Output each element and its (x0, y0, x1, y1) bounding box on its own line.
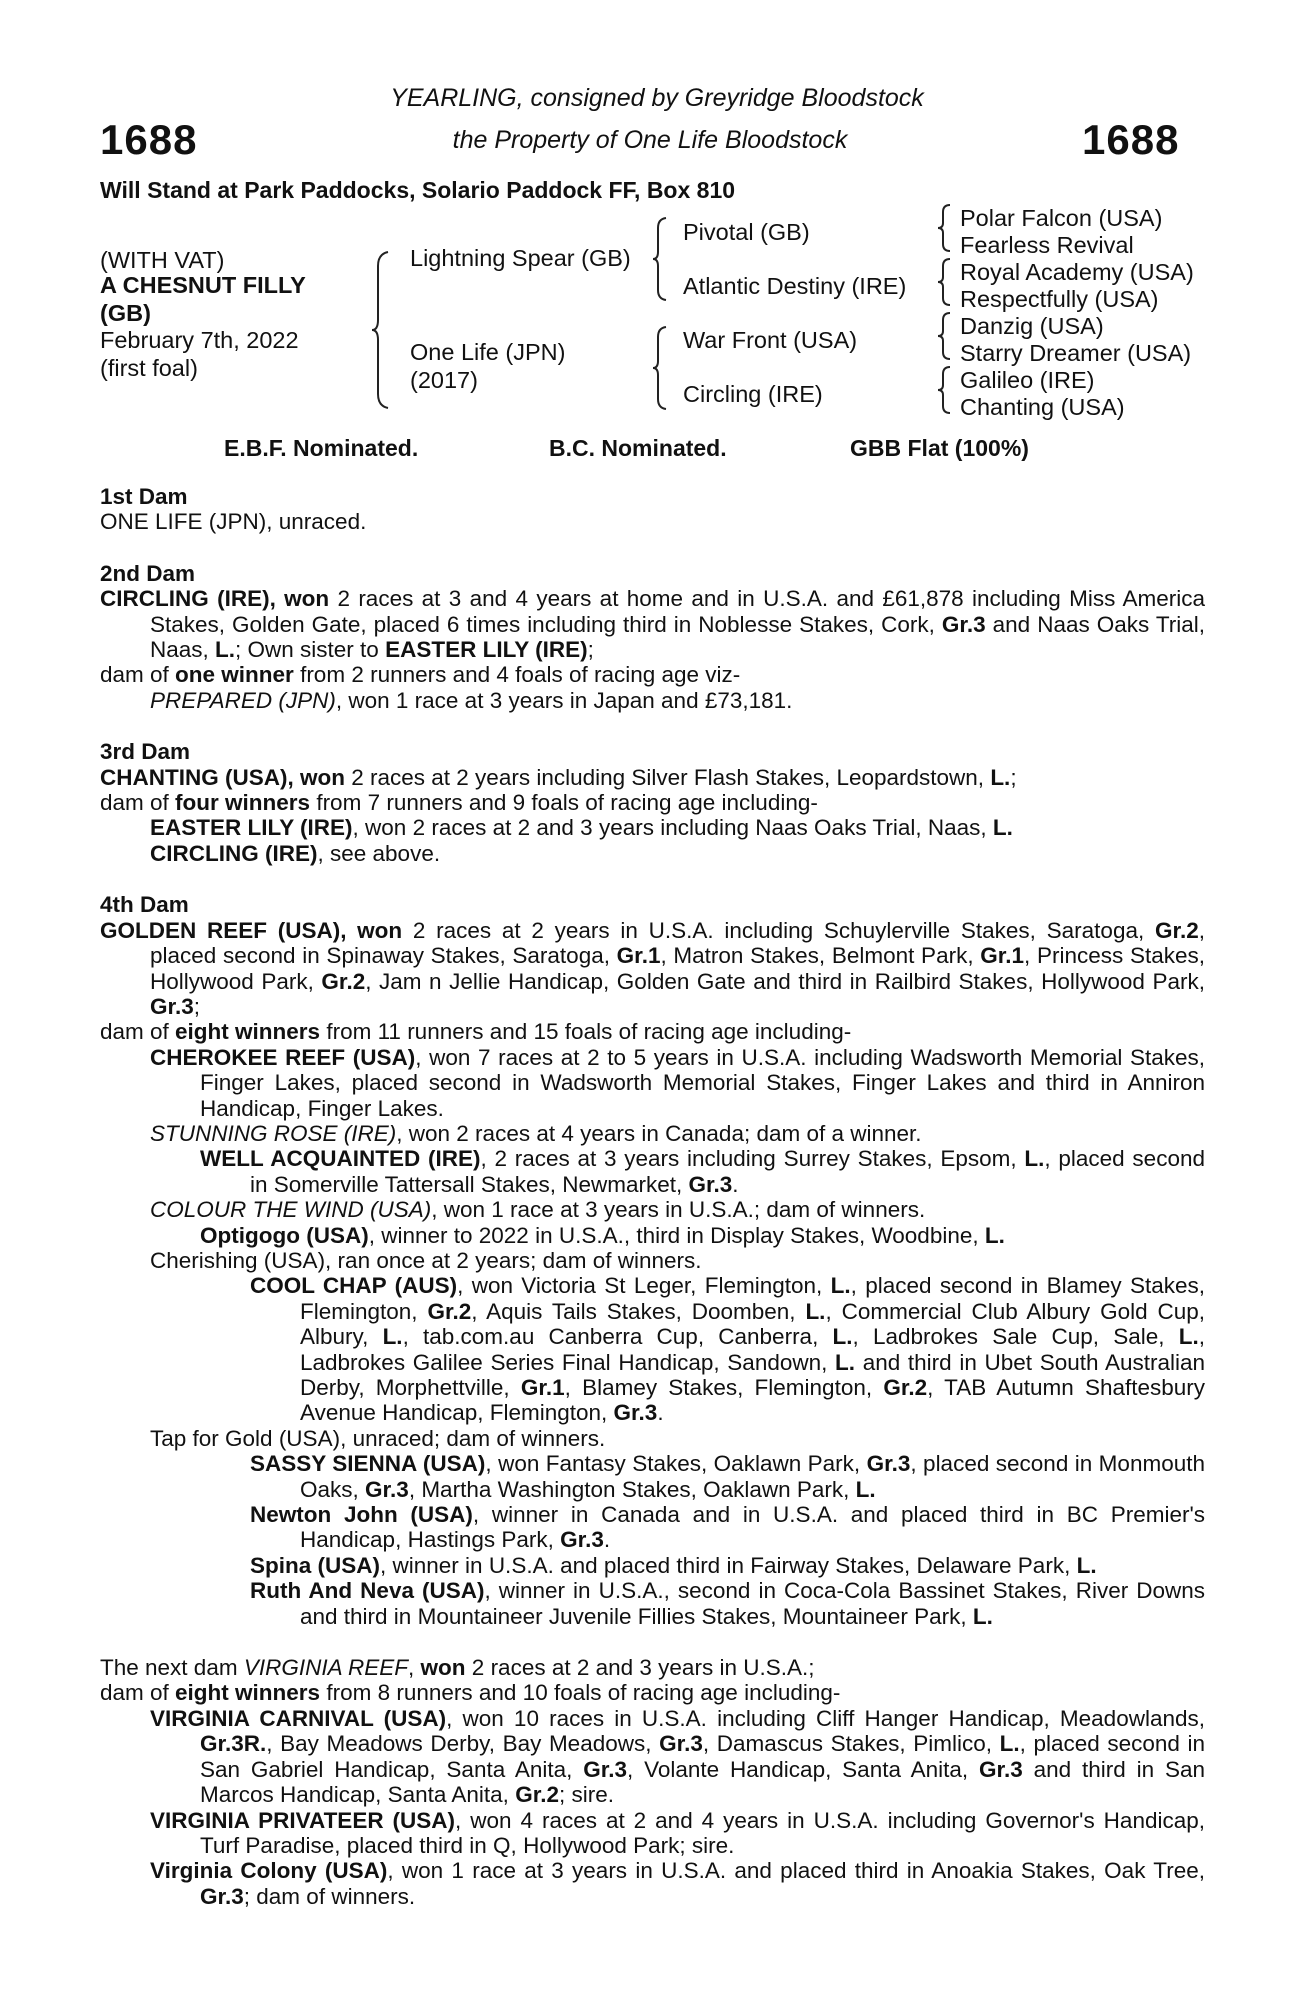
first-dam-heading: 1st Dam (100, 484, 188, 509)
offspring-spina: Spina (USA), winner in U.S.A. and placed third in Fairway Stakes, Delaware Park, L. (250, 1552, 1097, 1578)
third-dam-record: CHANTING (USA), won 2 races at 2 years including Silver Flash Stakes, Leopardstown, L.; (100, 764, 1017, 790)
stand-location: Will Stand at Park Paddocks, Solario Paddock FF, Box 810 (100, 177, 736, 203)
pedigree-dam-dam: Circling (IRE) (683, 381, 823, 407)
pedigree-gen3-3: Royal Academy (USA) (960, 259, 1194, 285)
third-dam-produce: dam of four winners from 7 runners and 9 foals of racing age including- (100, 790, 818, 816)
fourth-dam-produce: dam of eight winners from 11 runners and 15 foals of racing age including- (100, 1019, 852, 1045)
pedigree-dam-line-2: (2017) (410, 367, 478, 393)
date-of-birth: February 7th, 2022 (100, 327, 299, 353)
offspring-ruth-and-neva: Ruth And Neva (USA), winner in U.S.A., second in Coca-Cola Bassinet Stakes, River Downs and third in Mountaineer Juvenile Fillies Stakes, Mountaineer Park, L. (250, 1578, 1205, 1629)
third-dam-heading: 3rd Dam (100, 739, 191, 765)
lot-description-line-1: A CHESNUT FILLY (100, 272, 306, 298)
produce-record (100, 484, 1205, 1935)
third-dam-section (100, 739, 1205, 866)
consignment-line-2: the Property of One Life Bloodstock (452, 126, 848, 154)
offspring-virginia-privateer: VIRGINIA PRIVATEER (USA), won 4 races at 2 and 4 years in U.S.A. including Governor's Handicap, Turf Paradise, placed third in Q, Hollywood Park; sire. (150, 1807, 1205, 1858)
lot-description-line-2: (GB) (100, 300, 151, 326)
offspring-cherokee-reef: CHEROKEE REEF (USA), won 7 races at 2 to 5 years in U.S.A. including Wadsworth Memorial Stakes, Finger Lakes, placed second in Wadsworth Memorial Stakes, Finger Lakes and third in Anniron Handicap, Finger Lakes. (150, 1044, 1205, 1121)
pedigree-gen3-2: Fearless Revival (960, 232, 1134, 258)
foal-note: (first foal) (100, 355, 198, 381)
offspring-colour-the-wind: COLOUR THE WIND (USA), won 1 race at 3 years in U.S.A.; dam of winners. (150, 1197, 926, 1223)
second-dam-record: CIRCLING (IRE), won 2 races at 3 and 4 years at home and in U.S.A. and £61,878 including Miss America Stakes, Golden Gate, placed 6 times including third in Noblesse Stakes, Cork, Gr.3 and Naas Oaks Trial, Naas, L.; Own sister to EASTER LILY (IRE); (100, 586, 1205, 663)
fourth-dam-section (100, 892, 1205, 1629)
pedigree-gen3-5: Danzig (USA) (960, 313, 1104, 339)
pedigree-brace-sire (652, 216, 670, 302)
offspring-tap-for-gold: Tap for Gold (USA), unraced; dam of winners. (150, 1425, 606, 1451)
third-dam-offspring-2: CIRCLING (IRE), see above. (150, 840, 441, 866)
pedigree-brace-g78 (937, 365, 953, 415)
pedigree-gen3-8: Chanting (USA) (960, 394, 1125, 420)
fourth-dam-record: GOLDEN REEF (USA), won 2 races at 2 years in U.S.A. including Schuylerville Stakes, Saratoga, Gr.2, placed second in Spinaway Stakes, Saratoga, Gr.1, Matron Stakes, Belmont Park, Gr.1, Princess Stakes, Hollywood Park, Gr.2, Jam n Jellie Handicap, Golden Gate and third in Railbird Stakes, Hollywood Park, Gr.3; (100, 917, 1205, 1019)
pedigree-sire-sire: Pivotal (GB) (683, 219, 810, 245)
gbb-flat: GBB Flat (100%) (850, 435, 1029, 461)
offspring-newton-john: Newton John (USA), winner in Canada and in U.S.A. and placed third in BC Premier's Handicap, Hastings Park, Gr.3. (250, 1502, 1206, 1553)
fourth-dam-heading: 4th Dam (100, 892, 189, 918)
pedigree-gen3-4: Respectfully (USA) (960, 286, 1159, 312)
offspring-virginia-carnival: VIRGINIA CARNIVAL (USA), won 10 races in U.S.A. including Cliff Hanger Handicap, Meadowlands, Gr.3R., Bay Meadows Derby, Bay Meadows, Gr.3, Damascus Stakes, Pimlico, L., placed second in San Gabriel Handicap, Santa Anita, Gr.3, Volante Handicap, Santa Anita, Gr.3 and third in San Marcos Handicap, Santa Anita, Gr.2; sire. (150, 1705, 1205, 1808)
pedigree-sire-dam: Atlantic Destiny (IRE) (683, 273, 907, 299)
offspring-cool-chap: COOL CHAP (AUS), won Victoria St Leger, Flemington, L., placed second in Blamey Stakes, Flemington, Gr.2, Aquis Tails Stakes, Doomben, L., Commercial Club Albury Gold Cup, Albury, L., tab.com.au Canberra Cup, Canberra, L., Ladbrokes Sale Cup, Sale, L., Ladbrokes Galilee Series Final Handicap, Sandown, L. and third in Ubet South Australian Derby, Morphettville, Gr.1, Blamey Stakes, Flemington, Gr.2, TAB Autumn Shaftesbury Avenue Handicap, Flemington, Gr.3. (250, 1273, 1206, 1426)
pedigree-gen3-6: Starry Dreamer (USA) (960, 340, 1192, 366)
pedigree-brace-g34 (937, 257, 953, 307)
offspring-cherishing: Cherishing (USA), ran once at 2 years; dam of winners. (150, 1247, 702, 1273)
lot-number-left: 1688 (100, 116, 198, 163)
next-dam-produce: dam of eight winners from 8 runners and 10 foals of racing age including- (100, 1680, 841, 1706)
offspring-sassy-sienna: SASSY SIENNA (USA), won Fantasy Stakes, Oaklawn Park, Gr.3, placed second in Monmouth Oaks, Gr.3, Martha Washington Stakes, Oaklawn Park, L. (250, 1451, 1205, 1502)
pedigree-brace-main (370, 250, 394, 410)
second-dam-offspring: PREPARED (JPN), won 1 race at 3 years in Japan and £73,181. (150, 687, 793, 713)
offspring-optigogo: Optigogo (USA), winner to 2022 in U.S.A., third in Display Stakes, Woodbine, L. (200, 1222, 1005, 1248)
second-dam-section (100, 561, 1205, 713)
first-dam-section (100, 484, 1205, 535)
offspring-well-acquainted: WELL ACQUAINTED (IRE), 2 races at 3 years including Surrey Stakes, Epsom, L., placed second in Somerville Tattersall Stakes, Newmarket, Gr.3. (200, 1146, 1205, 1197)
pedigree-gen3-7: Galileo (IRE) (960, 367, 1095, 393)
second-dam-produce: dam of one winner from 2 runners and 4 foals of racing age viz- (100, 662, 741, 688)
offspring-stunning-rose: STUNNING ROSE (IRE), won 2 races at 4 years in Canada; dam of a winner. (150, 1120, 922, 1146)
pedigree-brace-g12 (937, 203, 953, 253)
bc-nomination: B.C. Nominated. (549, 435, 727, 461)
consignment-line-1: YEARLING, consigned by Greyridge Bloodstock (390, 84, 924, 112)
next-dam-section (100, 1655, 1205, 1909)
pedigree-brace-dam (652, 325, 670, 411)
pedigree-gen3-1: Polar Falcon (USA) (960, 205, 1163, 231)
second-dam-heading: 2nd Dam (100, 560, 196, 586)
vat-note: (WITH VAT) (100, 247, 225, 273)
pedigree-dam-sire: War Front (USA) (683, 327, 858, 353)
third-dam-offspring-1: EASTER LILY (IRE), won 2 races at 2 and 3 years including Naas Oaks Trial, Naas, L. (150, 815, 1013, 841)
pedigree-sire: Lightning Spear (GB) (410, 245, 631, 271)
next-dam-record: The next dam VIRGINIA REEF, won 2 races at 2 and 3 years in U.S.A.; (100, 1655, 815, 1681)
pedigree-brace-g56 (937, 311, 953, 361)
lot-number-right: 1688 (1082, 116, 1180, 163)
ebf-nomination: E.B.F. Nominated. (224, 435, 419, 461)
pedigree-dam-line-1: One Life (JPN) (410, 339, 566, 365)
first-dam-text: ONE LIFE (JPN), unraced. (100, 509, 367, 535)
offspring-virginia-colony: Virginia Colony (USA), won 1 race at 3 years in U.S.A. and placed third in Anoakia Stakes, Oak Tree, Gr.3; dam of winners. (150, 1858, 1205, 1909)
